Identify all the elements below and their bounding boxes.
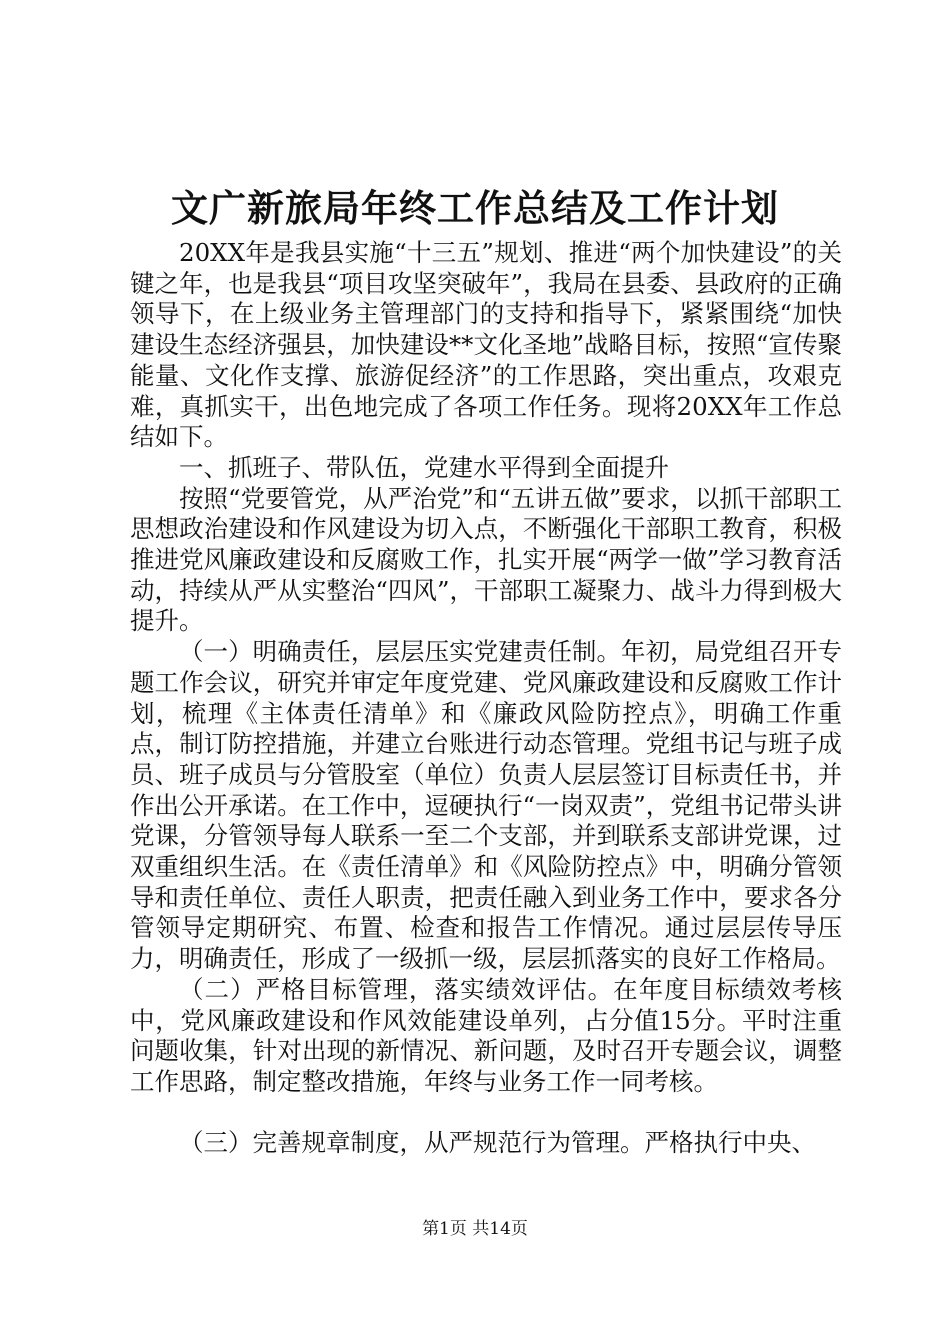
section-heading-1: 一、抓班子、带队伍，党建水平得到全面提升	[179, 452, 669, 482]
paragraph-rules: （三）完善规章制度，从严规范行为管理。严格执行中央、	[179, 1127, 816, 1157]
paragraph-responsibility: （一）明确责任，层层压实党建责任制。年初，局党组召开专题工作会议，研究并审定年度党建、党风廉政建设和反腐败工作计划，梳理《主体责任清单》和《廉政风险防控点》，明确工作重点，制订防控措施，并建立台账进行动态管理。党组书记与班子成员、班子成员与分管股室（单位）负责人层层签订目标责任书，并作出公开承诺。在工作中，逗硬执行“一岗双责”，党组书记带头讲党课，分管领导每人联系一至二个支部，并到联系支部讲党课，过双重组织生活。在《责任清单》和《风险防控点》中，明确分管领导和责任单位、责任人职责，把责任融入到业务工作中，要求各分管领导定期研究、布置、检查和报告工作情况。通过层层传导压力，明确责任，形成了一级抓一级，层层抓落实的良好工作格局。	[130, 637, 842, 974]
paragraph-intro: 20XX年是我县实施“十三五”规划、推进“两个加快建设”的关键之年，也是我县“项目攻坚突破年”，我局在县委、县政府的正确领导下，在上级业务主管理部门的支持和指导下，紧紧围绕“加快建设生态经济强县，加快建设**文化圣地”战略目标，按照“宣传聚能量、文化作支撑、旅游促经济”的工作思路，突出重点，攻艰克难，真抓实干，出色地完成了各项工作任务。现将20XX年工作总结如下。	[130, 238, 842, 452]
page-number: 第1页 共14页	[422, 1219, 528, 1239]
document-title: 文广新旅局年终工作总结及工作计划	[171, 186, 779, 230]
paragraph-target-management: （二）严格目标管理，落实绩效评估。在年度目标绩效考核中，党风廉政建设和作风效能建设单列，占分值15分。平时注重问题收集，针对出现的新情况、新问题，及时召开专题会议，调整工作思路，制定整改措施，年终与业务工作一同考核。	[130, 974, 842, 1096]
document-body	[130, 238, 842, 1158]
paragraph-party-building: 按照“党要管党，从严治党”和“五讲五做”要求，以抓干部职工思想政治建设和作风建设为切入点，不断强化干部职工教育，积极推进党风廉政建设和反腐败工作，扎实开展“两学一做”学习教育活动，持续从严从实整治“四风”，干部职工凝聚力、战斗力得到极大提升。	[130, 483, 842, 636]
